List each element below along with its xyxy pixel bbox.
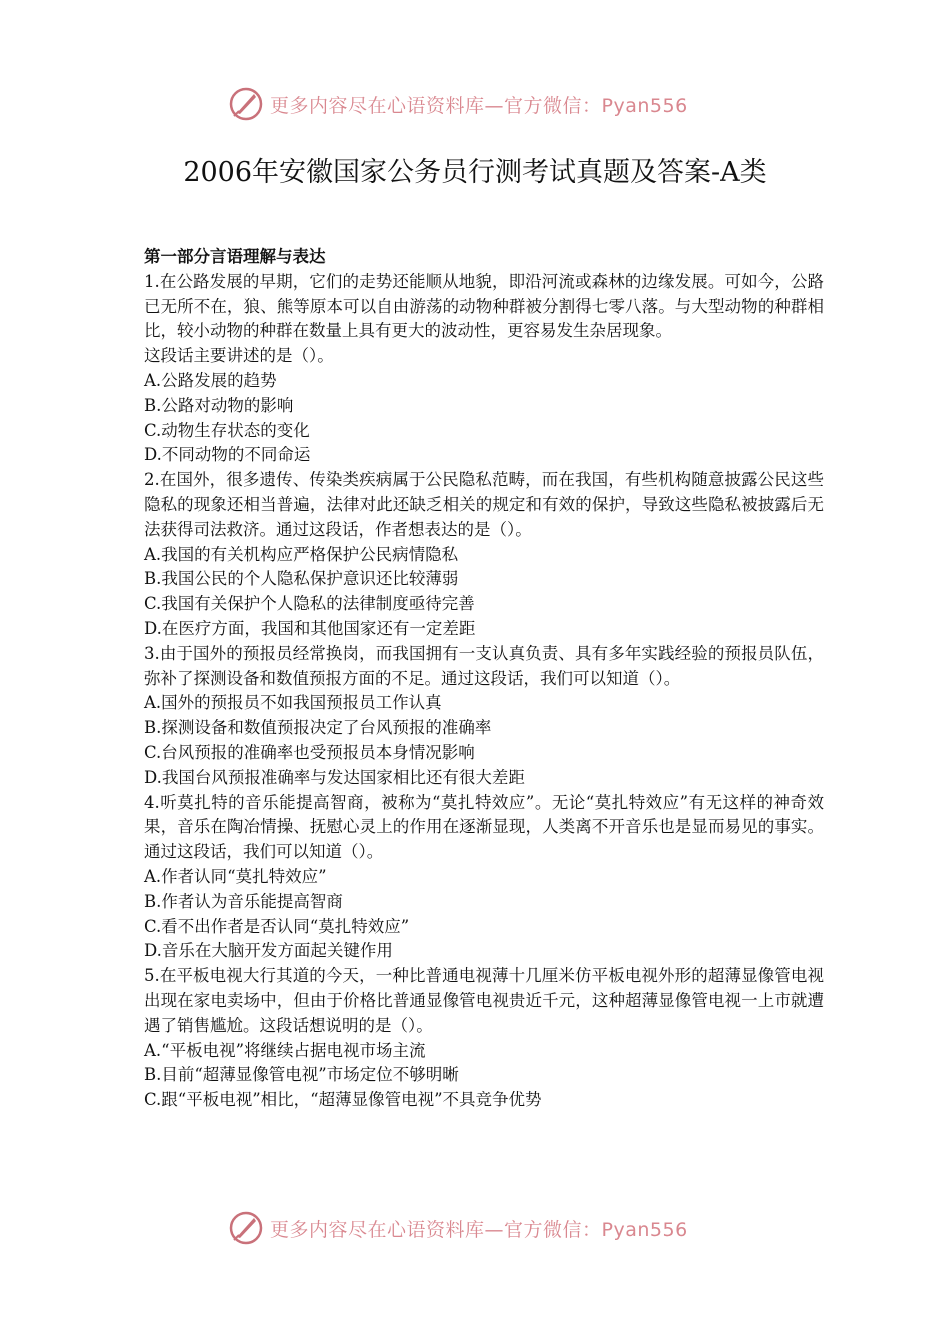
question-5-option-a: A.“平板电视”将继续占据电视市场主流	[144, 1040, 426, 1060]
question-3-option-d: D.我国台风预报准确率与发达国家相比还有很大差距	[144, 767, 525, 787]
question-2-option-a: A.我国的有关机构应严格保护公民病情隐私	[144, 544, 459, 564]
question-3-option-c: C.台风预报的准确率也受预报员本身情况影响	[144, 742, 475, 762]
question-5-option-c: C.跟“平板电视”相比，“超薄显像管电视”不具竞争优势	[144, 1090, 542, 1110]
question-2-option-d: D.在医疗方面，我国和其他国家还有一定差距	[144, 618, 476, 638]
section-heading: 第一部分言语理解与表达	[144, 247, 326, 266]
watermark-header	[228, 84, 688, 124]
question-1-prompt: 这段话主要讲述的是（）。	[144, 346, 334, 366]
watermark-text: 更多内容尽在心语资料库—官方微信：Pyan556	[270, 94, 688, 117]
question-4-option-d: D.音乐在大脑开发方面起关键作用	[144, 941, 393, 961]
quill-logo-icon	[228, 86, 264, 122]
question-5-stem: 5.在平板电视大行其道的今天，一种比普通电视薄十几厘米仿平板电视外形的超薄显像管电视出现在家电卖场中，但由于价格比普通显像管电视贵近千元，这种超薄显像管电视一上市就遭遇了销售尴尬。这段话想说明的是（）。	[144, 966, 824, 1035]
question-3-option-a: A.国外的预报员不如我国预报员工作认真	[144, 693, 442, 713]
question-2-option-b: B.我国公民的个人隐私保护意识还比较薄弱	[144, 569, 459, 589]
watermark-footer	[228, 1208, 688, 1248]
question-1-stem: 1.在公路发展的早期，它们的走势还能顺从地貌，即沿河流或森林的边缘发展。可如今，公路已无所不在，狼、熊等原本可以自由游荡的动物种群被分割得七零八落。与大型动物的种群相比，较小动物的种群在数量上具有更大的波动性，更容易发生杂居现象。	[144, 271, 824, 341]
question-1-option-c: C.动物生存状态的变化	[144, 420, 310, 440]
document-title: 2006年安徽国家公务员行测考试真题及答案-A类	[183, 157, 767, 188]
quill-logo-icon	[228, 1210, 264, 1246]
question-1-option-a: A.公路发展的趋势	[144, 370, 277, 390]
question-4-option-c: C.看不出作者是否认同“莫扎特效应”	[144, 916, 410, 936]
question-2-option-c: C.我国有关保护个人隐私的法律制度亟待完善	[144, 594, 475, 614]
question-3-option-b: B.探测设备和数值预报决定了台风预报的准确率	[144, 718, 492, 738]
question-3-stem: 3.由于国外的预报员经常换岗，而我国拥有一支认真负责、具有多年实践经验的预报员队伍，弥补了探测设备和数值预报方面的不足。通过这段话，我们可以知道（）。	[144, 643, 824, 688]
question-4-stem: 4.听莫扎特的音乐能提高智商，被称为“莫扎特效应”。无论“莫扎特效应”有无这样的神奇效果，音乐在陶冶情操、抚慰心灵上的作用在逐渐显现，人类离不开音乐也是显而易见的事实。通过这段话，我们可以知道（）。	[144, 792, 824, 862]
question-2-stem: 2.在国外，很多遗传、传染类疾病属于公民隐私范畴，而在我国，有些机构随意披露公民这些隐私的现象还相当普遍，法律对此还缺乏相关的规定和有效的保护，导致这些隐私被披露后无法获得司法救济。通过这段话，作者想表达的是（）。	[144, 470, 824, 539]
question-5-option-b: B.目前“超薄显像管电视”市场定位不够明晰	[144, 1065, 459, 1085]
question-list	[144, 270, 824, 1113]
watermark-text: 更多内容尽在心语资料库—官方微信：Pyan556	[270, 1218, 688, 1241]
question-4-option-a: A.作者认同“莫扎特效应”	[144, 866, 327, 886]
question-1-option-b: B.公路对动物的影响	[144, 395, 294, 415]
question-1-option-d: D.不同动物的不同命运	[144, 445, 311, 465]
question-4-option-b: B.作者认为音乐能提高智商	[144, 891, 343, 911]
document-body	[144, 245, 824, 1113]
